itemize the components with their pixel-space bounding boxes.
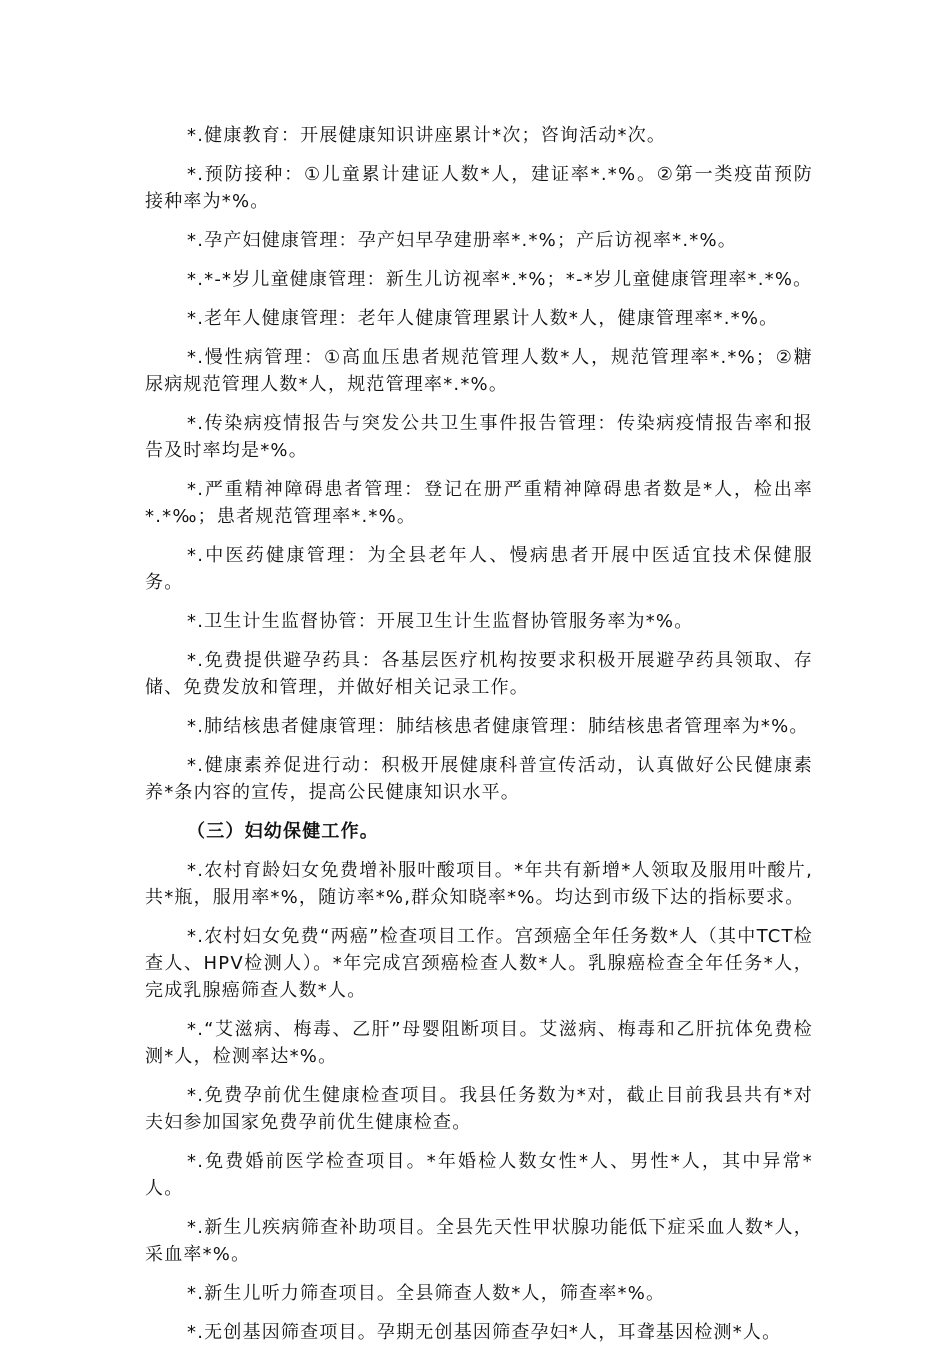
item-elderly-health: *.老年人健康管理：老年人健康管理累计人数*人，健康管理率*.*%。 bbox=[187, 308, 779, 329]
item-chronic-disease: *.慢性病管理：①高血压患者规范管理人数*人，规范管理率*.*%；②糖尿病规范管理人数*人，规范管理率*.*%。 bbox=[145, 347, 813, 395]
item-vaccination: *.预防接种：①儿童累计建证人数*人，建证率*.*%。②第一类疫苗预防接种率为*%。 bbox=[145, 164, 813, 212]
item-health-education: *.健康教育：开展健康知识讲座累计*次；咨询活动*次。 bbox=[187, 125, 667, 146]
item-premarital-check: *.免费婚前医学检查项目。*年婚检人数女性*人、男性*人，其中异常*人。 bbox=[145, 1151, 813, 1199]
item-preconception-check: *.免费孕前优生健康检查项目。我县任务数为*对，截止目前我县共有*对夫妇参加国家免费孕前优生健康检查。 bbox=[145, 1085, 813, 1133]
item-tuberculosis: *.肺结核患者健康管理：肺结核患者健康管理：肺结核患者管理率为*%。 bbox=[187, 716, 809, 737]
item-health-literacy: *.健康素养促进行动：积极开展健康科普宣传活动，认真做好公民健康素养*条内容的宣传，提高公民健康知识水平。 bbox=[145, 755, 813, 803]
item-newborn-screening: *.新生儿疾病筛查补助项目。全县先天性甲状腺功能低下症采血人数*人，采血率*%。 bbox=[145, 1217, 813, 1265]
item-contraceptives: *.免费提供避孕药具：各基层医疗机构按要求积极开展避孕药具领取、存储、免费发放和管理，并做好相关记录工作。 bbox=[145, 650, 813, 698]
item-mother-child-blocking: *.“艾滋病、梅毒、乙肝”母婴阻断项目。艾滋病、梅毒和乙肝抗体免费检测*人，检测率达*%。 bbox=[145, 1019, 813, 1067]
section-heading-maternal-child: （三）妇幼保健工作。 bbox=[187, 821, 379, 842]
item-tcm-health: *.中医药健康管理：为全县老年人、慢病患者开展中医适宜技术保健服务。 bbox=[145, 545, 813, 593]
item-hearing-screening: *.新生儿听力筛查项目。全县筛查人数*人，筛查率*%。 bbox=[187, 1283, 666, 1304]
item-child-health: *.*-*岁儿童健康管理：新生儿访视率*.*%；*-*岁儿童健康管理率*.*%。 bbox=[187, 269, 813, 290]
item-noninvasive-screening: *.无创基因筛查项目。孕期无创基因筛查孕妇*人，耳聋基因检测*人。 bbox=[187, 1322, 782, 1343]
item-maternal-health: *.孕产妇健康管理：孕产妇早孕建册率*.*%；产后访视率*.*%。 bbox=[187, 230, 737, 251]
item-mental-disorder: *.严重精神障碍患者管理：登记在册严重精神障碍患者数是*人，检出率*.*‰；患者规范管理率*.*%。 bbox=[145, 479, 813, 527]
item-two-cancers: *.农村妇女免费“两癌”检查项目工作。宫颈癌全年任务数*人（其中TCT检查人、HPV检测人）。*年完成宫颈癌检查人数*人。乳腺癌检查全年任务*人，完成乳腺癌筛查人数*人。 bbox=[145, 926, 813, 1001]
item-folic-acid: *.农村育龄妇女免费增补服叶酸项目。*年共有新增*人领取及服用叶酸片,共*瓶，服用率*%，随访率*%,群众知晓率*%。均达到市级下达的指标要求。 bbox=[145, 860, 813, 908]
item-health-supervision: *.卫生计生监督协管：开展卫生计生监督协管服务率为*%。 bbox=[187, 611, 694, 632]
document-body bbox=[145, 122, 813, 1358]
item-infectious-disease: *.传染病疫情报告与突发公共卫生事件报告管理：传染病疫情报告率和报告及时率均是*%。 bbox=[145, 413, 813, 461]
